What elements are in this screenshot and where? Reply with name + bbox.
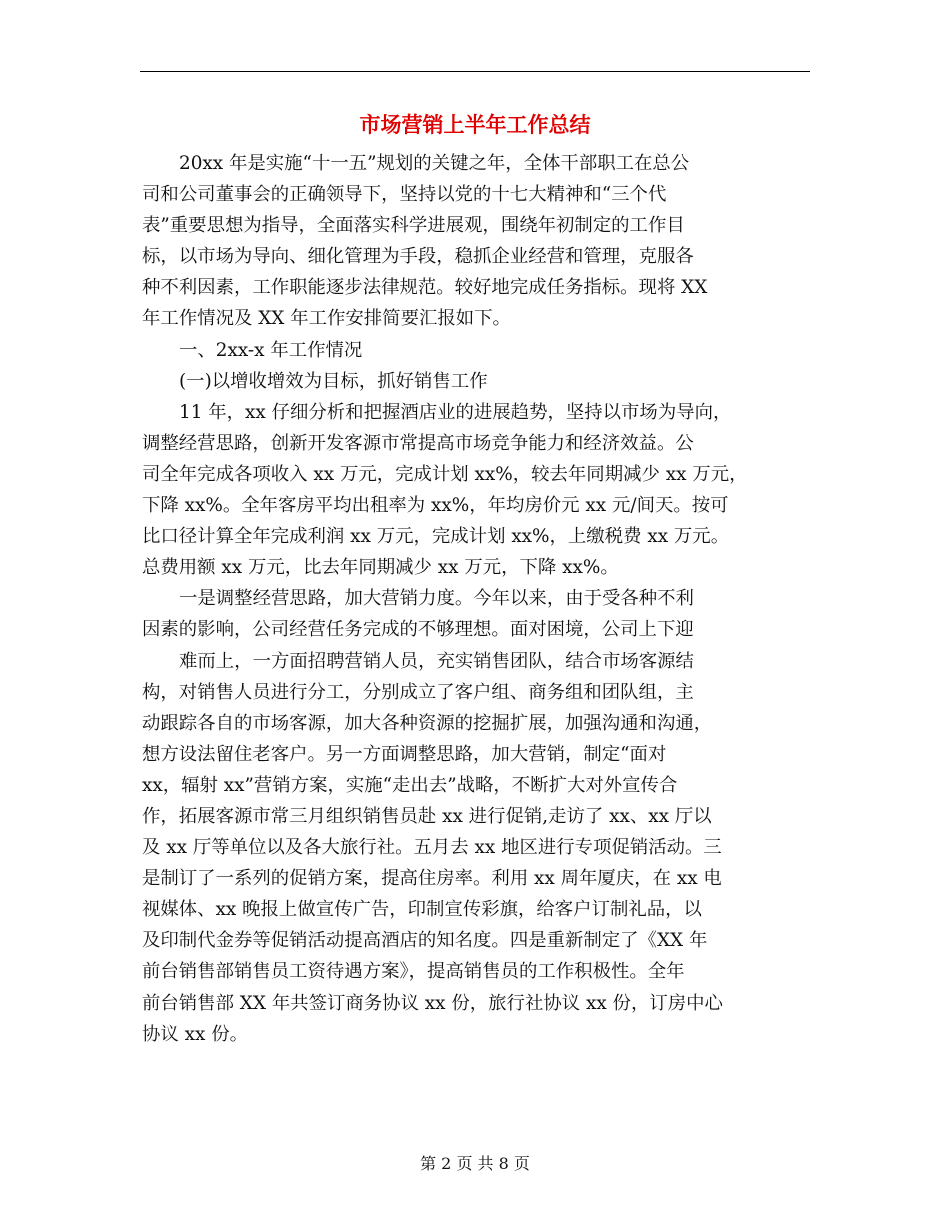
text-line: xx，辐射 xx”营销方案，实施“走出去”战略，不断扩大对外宣传合 (142, 774, 678, 796)
text-line: 视媒体、xx 晚报上做宣传广告，印制宣传彩旗，给客户订制礼品，以 (142, 899, 702, 921)
paragraph-sales (142, 646, 810, 1050)
text-line: 司全年完成各项收入 xx 万元，完成计划 xx%，较去年同期减少 xx 万元， (142, 463, 748, 485)
text-line: 总费用额 xx 万元，比去年同期减少 xx 万元，下降 xx%。 (142, 557, 619, 579)
text-line: 司和公司董事会的正确领导下，坚持以党的十七大精神和“三个代 (142, 184, 667, 206)
text-line: 及 xx 厅等单位以及各大旅行社。五月去 xx 地区进行专项促销活动。三 (142, 837, 722, 859)
text-line: 想方设法留住老客户。另一方面调整思路，加大营销，制定“面对 (142, 743, 667, 765)
document-body (142, 148, 810, 1050)
section-heading (142, 335, 810, 366)
text-line: 前台销售部销售员工资待遇方案》，提高销售员的工作积极性。全年 (142, 961, 685, 983)
text-line: (一)以增收增效为目标，抓好销售工作 (179, 370, 488, 392)
text-line: 调整经营思路，创新开发客源市常提高市场竞争能力和经济效益。公 (142, 432, 694, 454)
text-line: 及印制代金券等促销活动提高酒店的知名度。四是重新制定了《XX 年 (142, 930, 708, 952)
paragraph-intro (142, 148, 810, 335)
text-line: 难而上，一方面招聘营销人员，充实销售团队，结合市场客源结 (179, 650, 694, 672)
text-line: 种不利因素，工作职能逐步法律规范。较好地完成任务指标。现将 XX (142, 277, 708, 299)
text-line: 一是调整经营思路，加大营销力度。今年以来，由于受各种不利 (179, 588, 694, 610)
text-line: 一、2xx-x 年工作情况 (179, 339, 363, 361)
subsection-heading (142, 366, 810, 397)
page-number: 第 2 页 共 8 页 (420, 1154, 530, 1173)
text-line: 年工作情况及 XX 年工作安排简要汇报如下。 (142, 308, 511, 330)
header-rule (140, 71, 810, 72)
text-line: 下降 xx%。全年客房平均出租率为 xx%，年均房价元 xx 元/间天。按可 (142, 495, 729, 517)
paragraph-performance (142, 397, 810, 584)
text-line: 11 年，xx 仔细分析和把握酒店业的进展趋势，坚持以市场为导向， (179, 401, 732, 423)
text-line: 20xx 年是实施“十一五”规划的关键之年，全体干部职工在总公 (179, 153, 690, 174)
text-line: 前台销售部 XX 年共签订商务协议 xx 份，旅行社协议 xx 份，订房中心 (142, 992, 723, 1014)
text-line: 作，拓展客源市常三月组织销售员赴 xx 进行促销,走访了 xx、xx 厅以 (142, 805, 712, 827)
text-line: 比口径计算全年完成利润 xx 万元，完成计划 xx%，上缴税费 xx 万元。 (142, 526, 730, 548)
text-line: 因素的影响，公司经营任务完成的不够理想。面对困境，公司上下迎 (142, 619, 694, 641)
text-line: 标，以市场为导向、细化管理为手段，稳抓企业经营和管理，克服各 (142, 246, 694, 268)
document-title: 市场营销上半年工作总结 (359, 113, 591, 137)
text-line: 构，对销售人员进行分工，分别成立了客户组、商务组和团队组，主 (142, 681, 694, 703)
text-line: 动跟踪各自的市场客源，加大各种资源的挖掘扩展，加强沟通和沟通， (142, 712, 713, 734)
text-line: 协议 xx 份。 (142, 1023, 248, 1045)
paragraph-strategy (142, 583, 810, 645)
text-line: 表”重要思想为指导，全面落实科学进展观，围绕年初制定的工作目 (142, 215, 685, 237)
text-line: 是制订了一系列的促销方案，提高住房率。利用 xx 周年厦庆，在 xx 电 (142, 868, 722, 890)
